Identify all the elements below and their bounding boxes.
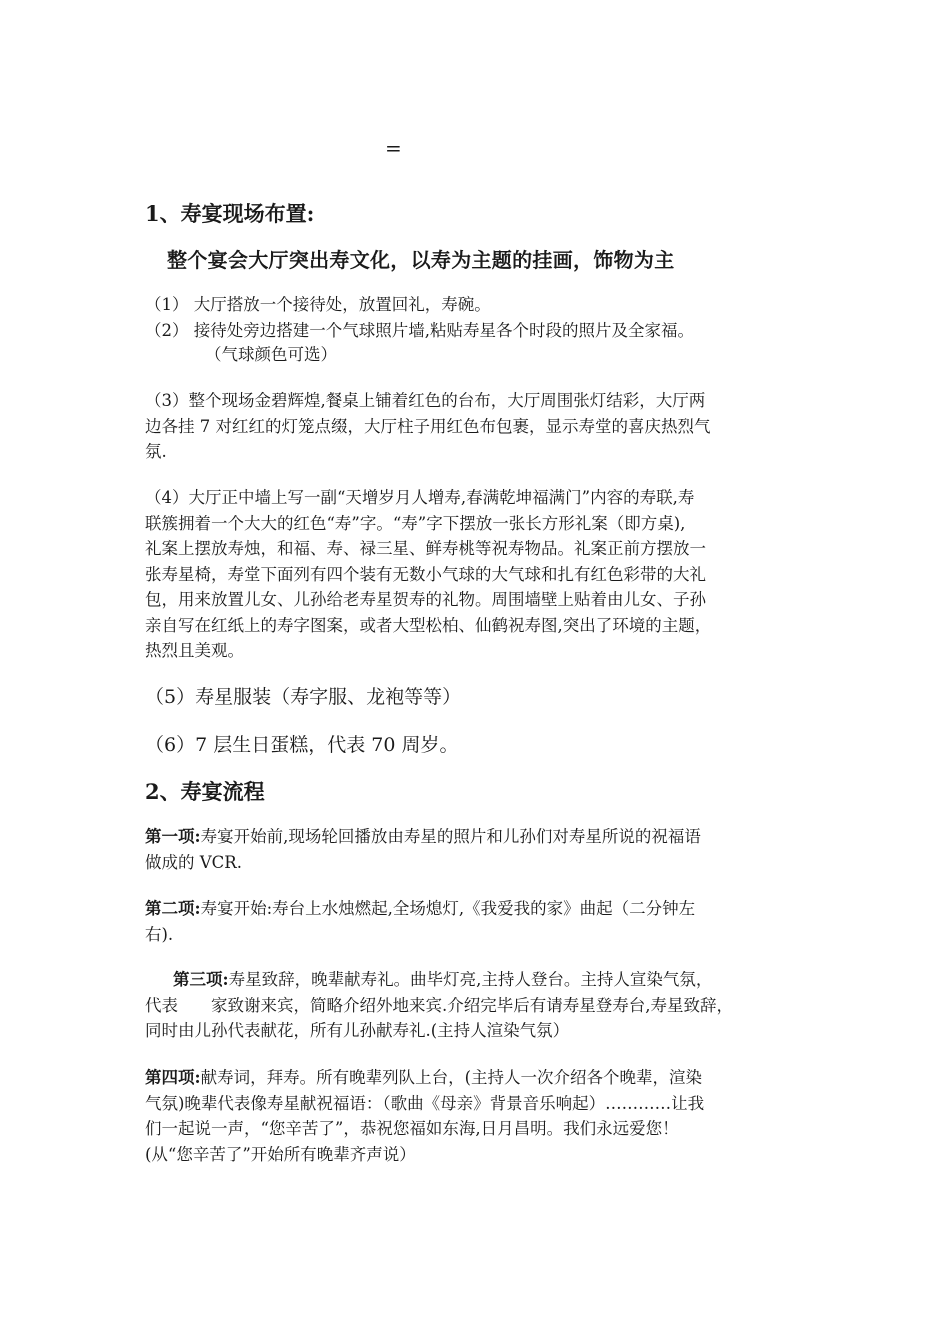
item-3-line: （3）整个现场金碧辉煌,餐桌上铺着红色的台布，大厅周围张灯结彩，大厅两	[145, 391, 706, 410]
item-6: （6）7 层生日蛋糕，代表 70 周岁。	[145, 734, 459, 756]
item-2-note: （气球颜色可选）	[205, 345, 337, 364]
item-2: （2） 接待处旁边搭建一个气球照片墙,粘贴寿星各个时段的照片及全家福。	[145, 321, 694, 340]
step-4-label: 第四项:	[145, 1068, 201, 1087]
step-4-line: 献寿词，拜寿。所有晚辈列队上台，(主持人一次介绍各个晚辈，渲染	[200, 1068, 703, 1087]
step-4-line: 们一起说一声，“您辛苦了”，恭祝您福如东海,日月昌明。我们永远爱您！	[145, 1119, 679, 1138]
step-2-line: 寿宴开始:寿台上水烛燃起,全场熄灯,《我爱我的家》曲起（二分钟左	[200, 899, 696, 918]
item-3-line: 边各挂 7 对红红的灯笼点缀，大厅柱子用红色布包裹，显示寿堂的喜庆热烈气	[145, 416, 711, 436]
item-1: （1） 大厅搭放一个接待处，放置回礼，寿碗。	[145, 295, 491, 314]
item-4-line: （4）大厅正中墙上写一副“天增岁月人增寿,春满乾坤福满门”内容的寿联,寿	[145, 488, 695, 507]
section1-heading: 1、寿宴现场布置:	[145, 201, 315, 226]
item-4-line: 礼案上摆放寿烛，和福、寿、禄三星、鲜寿桃等祝寿物品。礼案正前方摆放一	[145, 539, 706, 558]
step-1-label: 第一项:	[145, 827, 201, 846]
item-3-line: 氛.	[145, 442, 167, 461]
section2-heading: 2、寿宴流程	[145, 779, 265, 804]
step-2-paragraph	[145, 896, 805, 947]
section1-subheading: 整个宴会大厅突出寿文化，以寿为主题的挂画，饰物为主	[167, 248, 675, 272]
step-2-label: 第二项:	[145, 899, 201, 918]
item-4-line: 亲自写在红纸上的寿字图案，或者大型松柏、仙鹤祝寿图,突出了环境的主题，	[145, 615, 712, 635]
step-1-paragraph	[145, 824, 805, 875]
item-4-line: 热烈且美观。	[145, 641, 244, 660]
step-4-paragraph	[145, 1065, 805, 1167]
item-4-line: 联簇拥着一个大大的红色“寿”字。“寿”字下摆放一张长方形礼案（即方桌),	[145, 513, 686, 533]
item-4-line: 包，用来放置儿女、儿孙给老寿星贺寿的礼物。周围墙壁上贴着由儿女、子孙	[145, 590, 706, 609]
step-4-line: 气氛)晚辈代表像寿星献祝福语：（歌曲《母亲》背景音乐响起）…………让我	[145, 1093, 705, 1113]
item-5: （5）寿星服装（寿字服、龙袍等等）	[145, 686, 462, 708]
item-4-paragraph	[145, 485, 805, 664]
step-3-label: 第三项:	[173, 970, 229, 989]
item-3-paragraph	[145, 388, 805, 465]
step-4-line: (从“您辛苦了”开始所有晚辈齐声说）	[145, 1144, 416, 1164]
step-3-line: 代表 家致谢来宾，简略介绍外地来宾.介绍完毕后有请寿星登寿台,寿星致辞，	[145, 995, 733, 1015]
step-3-line: 寿星致辞，晚辈献寿礼。曲毕灯亮,主持人登台。主持人宣染气氛，	[228, 970, 713, 989]
step-1-line: 做成的 VCR.	[145, 852, 242, 872]
item-4-line: 张寿星椅，寿堂下面列有四个装有无数小气球的大气球和扎有红色彩带的大礼	[145, 564, 706, 584]
step-1-line: 寿宴开始前,现场轮回播放由寿星的照片和儿孙们对寿星所说的祝福语	[200, 827, 701, 846]
step-3-line: 同时由儿孙代表献花，所有儿孙献寿礼.(主持人渲染气氛）	[145, 1021, 570, 1040]
step-2-line: 右).	[145, 924, 174, 944]
equals-sign: =	[385, 136, 402, 160]
step-3-paragraph	[145, 967, 805, 1044]
